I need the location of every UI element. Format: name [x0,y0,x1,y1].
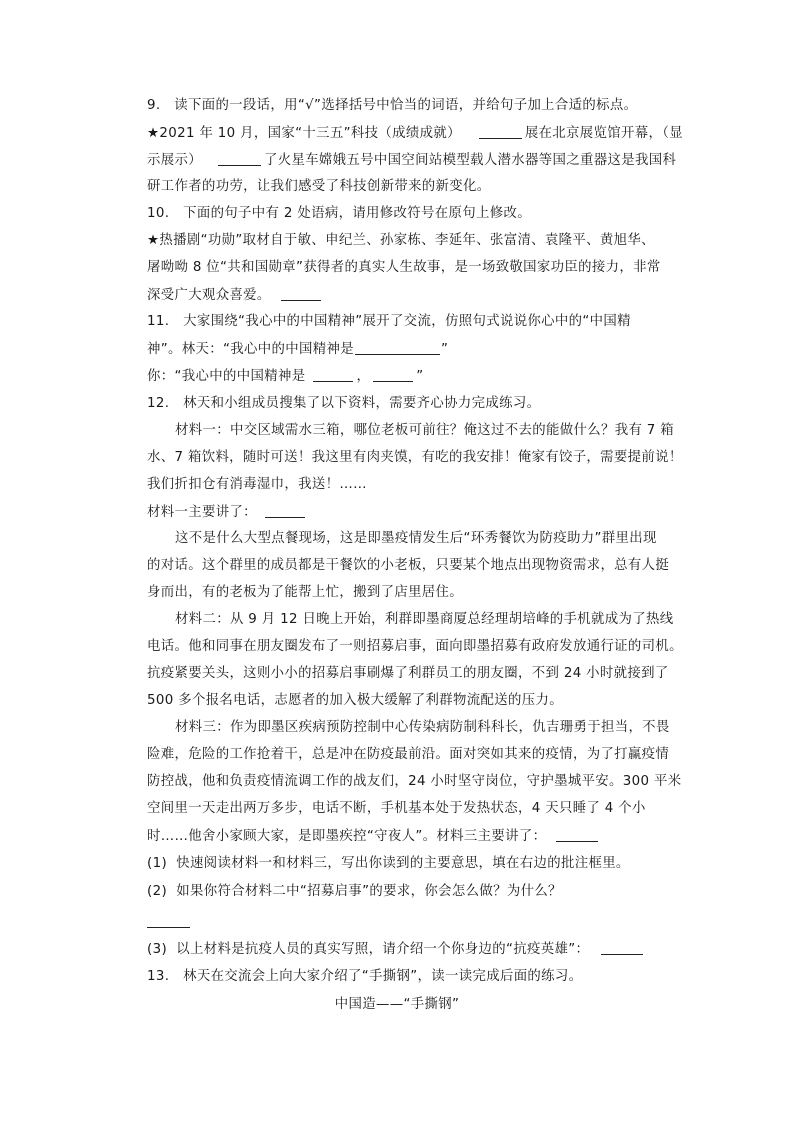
q10-line-1: ★热播剧“功勋”取材自于敏、申纪兰、孙家栋、李延年、张富清、袁隆平、黄旭华、 [147,233,655,248]
paragraph-2-line-1: 这不是什么大型点餐现场，这是即墨疫情发生后“环秀餐饮为防疫助力”群里出现 [175,531,657,546]
material-2-line-1: 材料二：从 9 月 12 日晚上开始，利群即墨商厦总经理胡培峰的手机就成为了热线 [175,612,674,627]
material-3-line-5-text: 时……他舍小家顾大家，是即墨疾控“守夜人”。材料三主要讲了： [147,829,547,844]
material-1-line-2: 水、7 箱饮料，随时可送！我这里有肉夹馍，有吃的我安排！俺家有饺子，需要提前说！ [147,450,683,465]
material-1-summary-text: 材料一主要讲了： [147,505,257,520]
answer-blank[interactable] [373,367,413,382]
q10-line-3-text: 深受广大观众喜爱。 [147,288,271,303]
q11-line-3-text-b: ， [356,369,371,384]
q12-sub-2: (2) 如果你符合材料二中“招募启事”的要求，你会怎么做？为什么？ [147,884,562,899]
material-2-line-4: 500 多个报名电话，志愿者的加入极大缓解了利群物流配送的压力。 [147,693,563,708]
q10-stem: 10. 下面的句子中有 2 处语病，请用修改符号在原句上修改。 [147,206,531,221]
q12-sub-3 [147,940,646,959]
material-1-summary [147,503,308,522]
q11-line-2 [147,340,448,359]
q10-line-3 [147,286,324,305]
answer-blank[interactable] [556,827,598,842]
material-3-line-1: 材料三：作为即墨区疾病预防控制中心传染病防制科科长，仇吉珊勇于担当，不畏 [175,720,670,735]
q9-line-1 [147,124,683,143]
paragraph-2-line-3: 身而出，有的老板为了能帮上忙，搬到了店里居住。 [147,585,464,600]
q12-stem: 12. 林天和小组成员搜集了以下资料，需要齐心协力完成练习。 [147,396,541,411]
answer-blank[interactable] [265,503,305,518]
answer-blank[interactable] [601,940,643,955]
q11-stem: 11. 大家围绕“我心中的中国精神”展开了交流，仿照句式说说你心中的“中国精 [147,314,631,329]
article-title: 中国造——“手撕钢” [334,997,460,1012]
material-1-line-1: 材料一：中交区域需水三箱，哪位老板可前往？俺这过不去的能做什么？我有 7 箱 [175,423,675,438]
q9-line-2 [147,151,676,170]
q12-sub-3-text: (3) 以上材料是抗疫人员的真实写照，请介绍一个你身边的“抗疫英雄”： [147,942,590,957]
q11-line-3-text-c: ” [416,369,424,384]
material-3-line-5 [147,827,601,846]
material-3-line-3: 防控战，他和负责疫情流调工作的战友们，24 小时坚守岗位，守护墨城平安。300 平米 [147,774,682,789]
q11-line-2-text-a: 神”。林天：“我心中的中国精神是 [147,342,354,357]
answer-blank[interactable] [355,340,440,355]
answer-blank[interactable] [313,367,353,382]
q9-line-1-text-b: 展在北京展览馆开幕，（显 [524,126,684,141]
material-3-line-4: 空间里一天走出两万多步，电话不断，手机基本处于发热状态，4 天只睡了 4 个小 [147,801,646,816]
q9-line-2-text-b: 了火星车嫦娥五号中国空间站模型载人潜水器等国之重器这是我国科 [263,153,677,168]
q9-line-1-text-a: ★2021 年 10 月，国家“十三五”科技（成绩成就） [147,126,461,141]
paragraph-2-line-2: 的对话。这个群里的成员都是干餐饮的小老板，只要某个地点出现物资需求，总有人挺 [147,558,670,573]
q9-line-2-text-a: 示展示） [147,153,202,168]
answer-blank[interactable] [147,927,190,928]
material-2-line-2: 电话。他和同事在朋友圈发布了一则招募启事，面向即墨招募有政府发放通行证的司机。 [147,639,683,654]
answer-blank[interactable] [479,124,522,139]
q10-line-2: 屠呦呦 8 位“共和国勋章”获得者的真实人生故事，是一场致敬国家功臣的接力，非常 [147,260,661,275]
q11-line-2-text-b: ” [440,342,449,357]
q9-stem: 9. 读下面的一段话，用“√”选择括号中恰当的词语，并给句子加上合适的标点。 [147,98,638,113]
material-3-line-2: 险难，危险的工作抢着干，总是冲在防疫最前沿。面对突如其来的疫情，为了打赢疫情 [147,747,670,762]
answer-blank[interactable] [281,286,321,301]
q13-stem: 13. 林天在交流会上向大家介绍了“手撕钢”，读一读完成后面的练习。 [147,969,583,984]
q11-line-3-text-a: 你：“我心中的中国精神是 [147,369,306,384]
q12-sub-1: (1) 快速阅读材料一和材料三，写出你读到的主要意思，填在右边的批注框里。 [147,856,630,871]
material-1-line-3: 我们折扣仓有消毒湿巾，我送！…… [147,477,367,492]
answer-blank[interactable] [218,151,261,166]
q9-line-3: 研工作者的功劳，让我们感受了科技创新带来的新变化。 [147,179,491,194]
material-2-line-3: 抗疫紧要关头，这则小小的招募启事刷爆了利群员工的朋友圈，不到 24 小时就接到了 [147,666,669,681]
q11-line-3 [147,367,423,386]
